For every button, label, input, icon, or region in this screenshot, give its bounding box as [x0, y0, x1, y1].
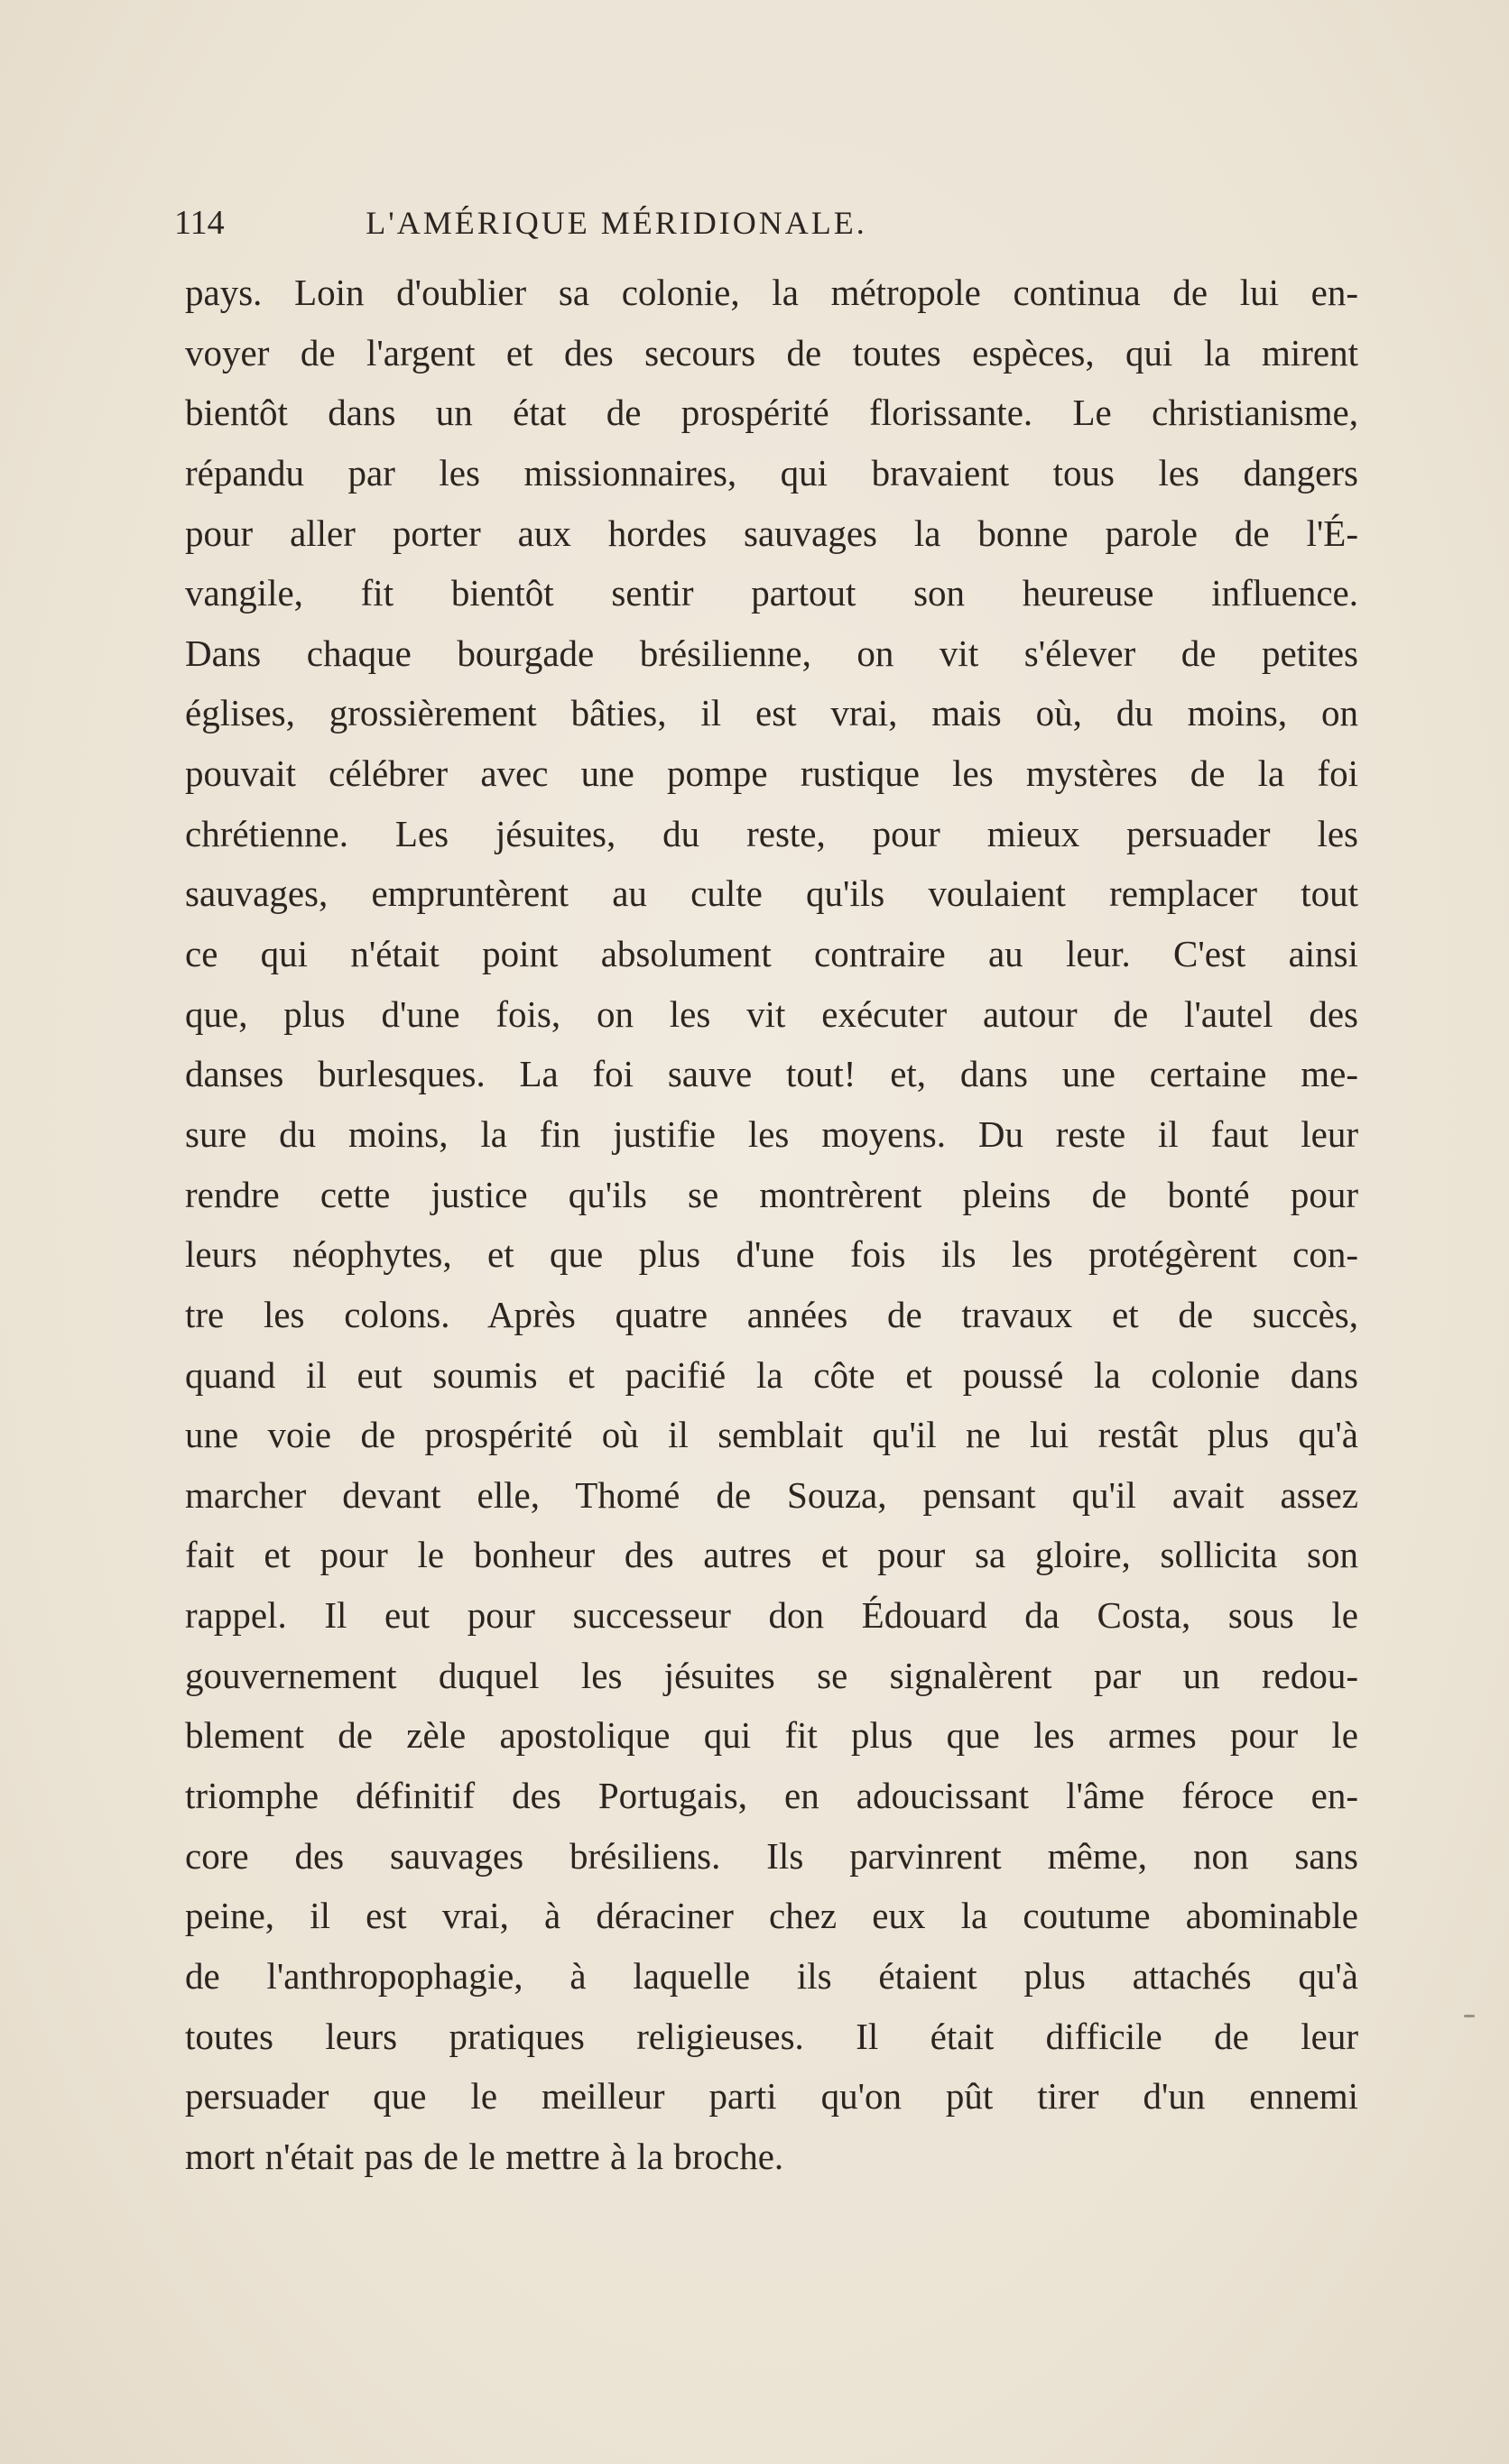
text-line: tre les colons. Après quatre années de travaux et de succès, — [185, 1293, 1358, 1335]
text-line: bientôt dans un état de prospérité florissante. Le christianisme, — [185, 392, 1358, 434]
text-line: fait et pour le bonheur des autres et pour sa gloire, sollicita son — [185, 1534, 1358, 1576]
text-line: rendre cette justice qu'ils se montrèrent pleins de bonté pour — [185, 1173, 1358, 1215]
page-number: 114 — [174, 204, 225, 242]
text-line: pays. Loin d'oublier sa colonie, la métropole continua de lui en- — [185, 272, 1358, 313]
text-line: rappel. Il eut pour successeur don Édouard da Costa, sous le — [185, 1594, 1358, 1637]
text-line: de l'anthropophagie, à laquelle ils étaient plus attachés qu'à — [185, 1954, 1358, 1997]
body-text — [185, 263, 1358, 2187]
text-line: une voie de prospérité où il semblait qu'il ne lui restât plus qu'à — [185, 1414, 1358, 1456]
text-line: ce qui n'était point absolument contraire au leur. C'est ainsi — [185, 933, 1358, 975]
text-line: danses burlesques. La foi sauve tout! et, dans une certaine me- — [185, 1053, 1358, 1095]
text-line: Dans chaque bourgade brésilienne, on vit s'élever de petites — [185, 632, 1358, 674]
paper-speck — [1464, 2015, 1475, 2017]
text-line: blement de zèle apostolique qui fit plus que les armes pour le — [185, 1714, 1358, 1757]
text-line: sure du moins, la fin justifie les moyens. Du reste il faut leur — [185, 1112, 1358, 1155]
text-line: marcher devant elle, Thomé de Souza, pensant qu'il avait assez — [185, 1473, 1358, 1516]
text-line: toutes leurs pratiques religieuses. Il était difficile de leur — [185, 2015, 1358, 2057]
text-line: chrétienne. Les jésuites, du reste, pour mieux persuader les — [185, 812, 1358, 854]
text-line: core des sauvages brésiliens. Ils parvinrent même, non sans — [185, 1834, 1358, 1877]
text-line: quand il eut soumis et pacifié la côte et poussé la colonie dans — [185, 1353, 1358, 1396]
text-line: sauvages, empruntèrent au culte qu'ils voulaient remplacer tout — [185, 872, 1358, 915]
text-line: pour aller porter aux hordes sauvages la bonne parole de l'É- — [185, 512, 1358, 554]
text-line: mort n'était pas de le mettre à la broche. — [185, 2135, 784, 2177]
text-line: persuader que le meilleur parti qu'on pût tirer d'un ennemi — [185, 2075, 1358, 2118]
running-head: L'AMÉRIQUE MÉRIDIONALE. — [366, 205, 867, 241]
page-header — [174, 200, 1023, 245]
text-line: voyer de l'argent et des secours de toutes espèces, qui la mirent — [185, 331, 1358, 374]
text-line: églises, grossièrement bâties, il est vrai, mais où, du moins, on — [185, 692, 1358, 734]
text-line: que, plus d'une fois, on les vit exécuter autour de l'autel des — [185, 992, 1358, 1035]
text-line: triomphe définitif des Portugais, en adoucissant l'âme féroce en- — [185, 1775, 1358, 1817]
text-line: pouvait célébrer avec une pompe rustique les mystères de la foi — [185, 752, 1358, 795]
text-line: répandu par les missionnaires, qui bravaient tous les dangers — [185, 451, 1358, 494]
text-line: vangile, fit bientôt sentir partout son heureuse influence. — [185, 572, 1358, 614]
text-line: leurs néophytes, et que plus d'une fois ils les protégèrent con- — [185, 1233, 1358, 1276]
text-line: peine, il est vrai, à déraciner chez eux la coutume abominable — [185, 1895, 1358, 1937]
text-line: gouvernement duquel les jésuites se signalèrent par un redou- — [185, 1654, 1358, 1696]
